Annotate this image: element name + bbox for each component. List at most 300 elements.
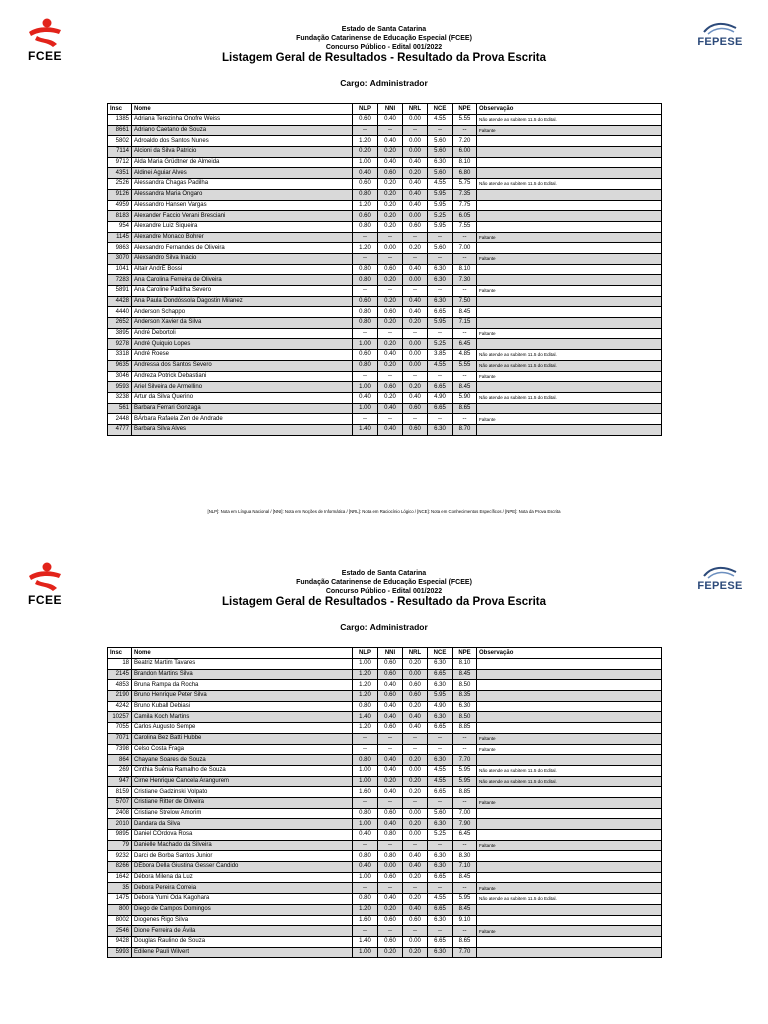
cell-insc: 4777 — [108, 424, 132, 435]
cell-npe: 5.90 — [453, 392, 477, 403]
cell-nni: 0.40 — [378, 765, 403, 776]
cell-nni: 0.20 — [378, 221, 403, 232]
cell-insc: 800 — [108, 904, 132, 915]
cell-nrl: 0.40 — [403, 296, 428, 307]
table-row — [108, 232, 662, 243]
cell-nni: -- — [378, 733, 403, 744]
cell-nlp: 0.60 — [353, 296, 378, 307]
table-row — [108, 147, 662, 158]
cell-nni: 0.60 — [378, 915, 403, 926]
cell-nce: -- — [428, 253, 453, 264]
cell-nni: -- — [378, 286, 403, 297]
cell-nome: Alessandra Maria Ongaro — [132, 189, 353, 200]
cell-insc: 9635 — [108, 360, 132, 371]
table-row — [108, 189, 662, 200]
cell-nce: 5.60 — [428, 136, 453, 147]
cell-nrl: 0.40 — [403, 264, 428, 275]
cell-npe: 8.50 — [453, 712, 477, 723]
cell-insc: 2448 — [108, 414, 132, 425]
column-header-nome: Nome — [132, 104, 353, 115]
cell-observacao — [477, 712, 662, 723]
cell-npe: 8.30 — [453, 851, 477, 862]
cell-nlp: 1.00 — [353, 339, 378, 350]
cell-npe: 7.15 — [453, 318, 477, 329]
table-row — [108, 211, 662, 222]
cell-nome: Alexandre Luiz Siqueira — [132, 221, 353, 232]
cell-nrl: -- — [403, 371, 428, 382]
cell-observacao — [477, 830, 662, 841]
cell-observacao — [477, 339, 662, 350]
cell-nome: Adriana Terezinha Onofre Weiss — [132, 115, 353, 126]
cell-nrl: 0.20 — [403, 872, 428, 883]
cell-nni: 0.20 — [378, 296, 403, 307]
cell-nrl: 0.00 — [403, 115, 428, 126]
cell-nce: -- — [428, 328, 453, 339]
cell-nome: Alessandro Hansen Vargas — [132, 200, 353, 211]
cell-nni: -- — [378, 371, 403, 382]
cell-insc: 7283 — [108, 275, 132, 286]
cell-insc: 18 — [108, 659, 132, 670]
cell-nni: 0.40 — [378, 115, 403, 126]
cell-nce: 4.55 — [428, 894, 453, 905]
cell-nrl: 0.00 — [403, 350, 428, 361]
cell-nce: -- — [428, 926, 453, 937]
cell-nrl: -- — [403, 733, 428, 744]
cell-nlp: 0.80 — [353, 894, 378, 905]
cell-insc: 1145 — [108, 232, 132, 243]
cell-nome: Darci de Borba Santos Junior — [132, 851, 353, 862]
cell-nni: 0.20 — [378, 339, 403, 350]
cell-insc: 2190 — [108, 691, 132, 702]
cell-npe: 8.85 — [453, 787, 477, 798]
cell-nlp: -- — [353, 744, 378, 755]
cell-npe: -- — [453, 797, 477, 808]
footnote: [NLP]: Nota em Língua Nacional / [NNI]: Nota em Noções de Informática / [NRL]: Nota em Raciocínio Lógico / [NCE]: Nota em Conhecimentos Específicos / [NPE]: Nota da Prova Escrita — [207, 509, 561, 514]
cell-nce: 4.55 — [428, 179, 453, 190]
cell-insc: 2546 — [108, 926, 132, 937]
cell-nlp: 1.20 — [353, 904, 378, 915]
cell-observacao: Faltante — [477, 926, 662, 937]
contest-line: Concurso Público - Edital 001/2022 — [325, 44, 443, 51]
cell-nrl: 0.60 — [403, 680, 428, 691]
cell-nni: -- — [378, 926, 403, 937]
cell-nce: 6.30 — [428, 157, 453, 168]
cell-npe: 8.35 — [453, 691, 477, 702]
cell-nrl: 0.20 — [403, 787, 428, 798]
cell-npe: 6.00 — [453, 147, 477, 158]
cell-observacao — [477, 221, 662, 232]
cell-nlp: -- — [353, 253, 378, 264]
cell-nome: Celso Costa Fraga — [132, 744, 353, 755]
cell-npe: 5.95 — [453, 894, 477, 905]
table-row — [108, 819, 662, 830]
cell-nni: -- — [378, 328, 403, 339]
cell-observacao: Não atende ao subitem 11.5 do Edital. — [477, 360, 662, 371]
cell-nlp: 1.20 — [353, 723, 378, 734]
cell-insc: 9278 — [108, 339, 132, 350]
cell-insc: 8002 — [108, 915, 132, 926]
cell-nni: 0.60 — [378, 723, 403, 734]
cell-nrl: 0.40 — [403, 200, 428, 211]
table-row — [108, 926, 662, 937]
cell-nce: 3.85 — [428, 350, 453, 361]
cell-nni: 0.60 — [378, 659, 403, 670]
table-row — [108, 776, 662, 787]
cell-nlp: 0.80 — [353, 701, 378, 712]
cell-nni: 0.60 — [378, 936, 403, 947]
cell-nrl: 0.40 — [403, 851, 428, 862]
cell-nome: BÁrbara Rafaela Zen de Andrade — [132, 414, 353, 425]
cell-insc: 3895 — [108, 328, 132, 339]
cell-npe: 6.30 — [453, 701, 477, 712]
cell-nome: Andreza Potrick Debastiani — [132, 371, 353, 382]
cell-nce: 6.65 — [428, 382, 453, 393]
cell-npe: 6.45 — [453, 830, 477, 841]
cell-observacao: Não atende ao subitem 11.5 do Edital. — [477, 179, 662, 190]
cell-insc: 9428 — [108, 936, 132, 947]
table-row — [108, 904, 662, 915]
cell-npe: 6.45 — [453, 339, 477, 350]
cell-nrl: -- — [403, 125, 428, 136]
cell-nni: 0.20 — [378, 947, 403, 958]
cell-observacao — [477, 659, 662, 670]
cell-observacao: Faltante — [477, 733, 662, 744]
cell-nome: Brandon Martins Silva — [132, 669, 353, 680]
cell-insc: 2010 — [108, 819, 132, 830]
cell-nome: Cinthia Suênia Ramalho de Souza — [132, 765, 353, 776]
cell-nrl: 0.00 — [403, 830, 428, 841]
document-header — [0, 25, 768, 88]
cell-insc: 1475 — [108, 894, 132, 905]
cell-nome: Barbara Ferrari Gonzaga — [132, 403, 353, 414]
cell-npe: 6.05 — [453, 211, 477, 222]
column-header-nni: NNI — [378, 648, 403, 659]
cell-nrl: -- — [403, 414, 428, 425]
cell-nlp: 0.60 — [353, 115, 378, 126]
table-row — [108, 797, 662, 808]
cell-nce: 5.25 — [428, 830, 453, 841]
cell-nce: 6.30 — [428, 851, 453, 862]
cell-nrl: 0.00 — [403, 136, 428, 147]
cell-nlp: 0.60 — [353, 211, 378, 222]
cell-nni: 0.40 — [378, 894, 403, 905]
cell-nrl: 0.20 — [403, 755, 428, 766]
cell-nce: 6.30 — [428, 915, 453, 926]
cell-observacao: Faltante — [477, 797, 662, 808]
cell-nlp: 1.40 — [353, 424, 378, 435]
table-row — [108, 659, 662, 670]
cell-nome: Adriano Caetano de Souza — [132, 125, 353, 136]
cell-nlp: 1.00 — [353, 403, 378, 414]
cell-observacao — [477, 382, 662, 393]
cell-npe: 7.20 — [453, 136, 477, 147]
cell-nni: 0.60 — [378, 808, 403, 819]
cell-npe: 9.10 — [453, 915, 477, 926]
cell-insc: 9712 — [108, 157, 132, 168]
cell-nni: 0.60 — [378, 382, 403, 393]
cell-nome: Daniel COrdova Rosa — [132, 830, 353, 841]
cell-observacao — [477, 701, 662, 712]
cargo-label: Cargo: Administrador — [340, 622, 428, 632]
cell-insc: 3046 — [108, 371, 132, 382]
fepese-logo-text: FEPESE — [697, 580, 743, 592]
column-header-npe: NPE — [453, 104, 477, 115]
table-row — [108, 808, 662, 819]
cell-nome: Chayane Soares de Souza — [132, 755, 353, 766]
cell-nrl: 0.40 — [403, 179, 428, 190]
cell-nrl: -- — [403, 797, 428, 808]
cell-observacao — [477, 318, 662, 329]
column-header-insc: Insc — [108, 104, 132, 115]
cell-nrl: 0.60 — [403, 691, 428, 702]
cell-observacao — [477, 296, 662, 307]
table-row — [108, 200, 662, 211]
cell-nlp: 1.00 — [353, 947, 378, 958]
table-row — [108, 168, 662, 179]
cell-npe: 7.30 — [453, 275, 477, 286]
cell-nrl: -- — [403, 253, 428, 264]
cell-nome: Alexandre Monaco Bohrer — [132, 232, 353, 243]
cell-nlp: 0.80 — [353, 360, 378, 371]
cell-nrl: 0.60 — [403, 915, 428, 926]
cell-npe: 7.10 — [453, 862, 477, 873]
table-row — [108, 382, 662, 393]
cell-nome: André Quiquio Lopes — [132, 339, 353, 350]
cell-nrl: 0.00 — [403, 275, 428, 286]
cell-nlp: 0.80 — [353, 808, 378, 819]
cell-insc: 9232 — [108, 851, 132, 862]
column-header-nlp: NLP — [353, 648, 378, 659]
cell-nome: Debora Pereira Correia — [132, 883, 353, 894]
cell-nni: 0.40 — [378, 680, 403, 691]
cell-nce: 6.30 — [428, 680, 453, 691]
cell-insc: 5891 — [108, 286, 132, 297]
cell-observacao: Não atende ao subitem 11.5 do Edital. — [477, 776, 662, 787]
cell-nome: Barbara Silva Alves — [132, 424, 353, 435]
cell-nome: Carlos Augusto Sempe — [132, 723, 353, 734]
cell-insc: 4440 — [108, 307, 132, 318]
cell-npe: 7.70 — [453, 947, 477, 958]
cell-nce: -- — [428, 414, 453, 425]
cell-nlp: 1.00 — [353, 659, 378, 670]
cell-npe: -- — [453, 414, 477, 425]
cell-insc: 4428 — [108, 296, 132, 307]
cell-nlp: 1.20 — [353, 680, 378, 691]
cell-nrl: -- — [403, 328, 428, 339]
cell-nome: Artur da Silva Querino — [132, 392, 353, 403]
table-row — [108, 787, 662, 798]
cell-npe: 8.10 — [453, 264, 477, 275]
cell-observacao — [477, 200, 662, 211]
cell-nlp: -- — [353, 414, 378, 425]
cell-nce: 5.25 — [428, 211, 453, 222]
cell-nce: -- — [428, 733, 453, 744]
cell-nce: 4.55 — [428, 776, 453, 787]
column-header-nome: Nome — [132, 648, 353, 659]
cell-nrl: 0.00 — [403, 360, 428, 371]
cell-observacao — [477, 851, 662, 862]
cell-observacao — [477, 307, 662, 318]
cell-insc: 269 — [108, 765, 132, 776]
table-header-row — [108, 104, 662, 115]
cell-npe: 5.55 — [453, 115, 477, 126]
cell-npe: -- — [453, 232, 477, 243]
table-row — [108, 275, 662, 286]
cell-nome: Alessandra Chagas Padilha — [132, 179, 353, 190]
cell-npe: 7.55 — [453, 221, 477, 232]
column-header-nce: NCE — [428, 104, 453, 115]
cell-nni: -- — [378, 125, 403, 136]
cell-nlp: 1.40 — [353, 936, 378, 947]
results-table-body — [108, 115, 662, 436]
cell-observacao — [477, 787, 662, 798]
cell-npe: 8.70 — [453, 424, 477, 435]
cell-nni: 0.20 — [378, 318, 403, 329]
table-row — [108, 392, 662, 403]
cell-nni: 0.00 — [378, 243, 403, 254]
cell-insc: 7071 — [108, 733, 132, 744]
cell-nni: 0.20 — [378, 179, 403, 190]
cell-nrl: -- — [403, 744, 428, 755]
cell-nlp: -- — [353, 371, 378, 382]
foundation-line: Fundação Catarinense de Educação Especial (FCEE) — [296, 579, 472, 586]
table-row — [108, 701, 662, 712]
cell-nome: André Debortoli — [132, 328, 353, 339]
column-header-nrl: NRL — [403, 104, 428, 115]
table-row — [108, 371, 662, 382]
cell-observacao: Faltante — [477, 253, 662, 264]
cell-insc: 10257 — [108, 712, 132, 723]
cell-nrl: 0.20 — [403, 776, 428, 787]
column-header-nlp: NLP — [353, 104, 378, 115]
cell-observacao: Faltante — [477, 328, 662, 339]
cell-npe: 5.75 — [453, 179, 477, 190]
cell-nlp: 1.00 — [353, 765, 378, 776]
cell-npe: 8.45 — [453, 872, 477, 883]
cell-nome: Diego de Campos Domingos — [132, 904, 353, 915]
cell-insc: 5802 — [108, 136, 132, 147]
cell-nce: 5.95 — [428, 200, 453, 211]
cell-nce: -- — [428, 797, 453, 808]
cell-nce: 6.65 — [428, 787, 453, 798]
cell-nni: 0.60 — [378, 691, 403, 702]
cell-insc: 947 — [108, 776, 132, 787]
document-title: Listagem Geral de Resultados - Resultado da Prova Escrita — [221, 52, 547, 64]
cell-nni: 0.40 — [378, 701, 403, 712]
cell-nlp: 1.60 — [353, 787, 378, 798]
cell-nome: Bruno Henrique Peter Silva — [132, 691, 353, 702]
cell-nome: Cirne Henrique Cancela Arangurem — [132, 776, 353, 787]
cell-nome: Cristiane Strelow Amorim — [132, 808, 353, 819]
cell-nni: -- — [378, 414, 403, 425]
cell-nrl: 0.20 — [403, 659, 428, 670]
cell-nni: 0.20 — [378, 275, 403, 286]
cell-npe: 8.45 — [453, 904, 477, 915]
cell-nce: 5.95 — [428, 318, 453, 329]
cell-nlp: 0.80 — [353, 851, 378, 862]
cell-nrl: 0.20 — [403, 819, 428, 830]
cell-observacao: Não atende ao subitem 11.5 do Edital. — [477, 115, 662, 126]
cell-nrl: 0.20 — [403, 894, 428, 905]
table-row — [108, 414, 662, 425]
cell-npe: 7.00 — [453, 808, 477, 819]
cell-nce: -- — [428, 232, 453, 243]
cell-nni: -- — [378, 253, 403, 264]
cell-observacao — [477, 691, 662, 702]
table-row — [108, 830, 662, 841]
fepese-logo-text: FEPESE — [697, 36, 743, 48]
cell-observacao — [477, 723, 662, 734]
table-row — [108, 115, 662, 126]
cell-insc: 35 — [108, 883, 132, 894]
cell-nni: 0.20 — [378, 147, 403, 158]
column-header-nrl: NRL — [403, 648, 428, 659]
cell-insc: 9126 — [108, 189, 132, 200]
cell-nce: 6.30 — [428, 819, 453, 830]
cell-npe: -- — [453, 286, 477, 297]
cell-nlp: -- — [353, 840, 378, 851]
cell-nome: Bruna Rampa da Rocha — [132, 680, 353, 691]
cell-nlp: 0.80 — [353, 264, 378, 275]
fcee-logo-text: FCEE — [27, 593, 62, 607]
table-row — [108, 936, 662, 947]
cell-nome: Alexsandro Fernandes de Oliveira — [132, 243, 353, 254]
cell-npe: 7.00 — [453, 243, 477, 254]
cell-observacao: Faltante — [477, 414, 662, 425]
cell-nni: 0.60 — [378, 872, 403, 883]
cell-nrl: 0.60 — [403, 221, 428, 232]
cell-observacao: Faltante — [477, 232, 662, 243]
table-row — [108, 765, 662, 776]
cell-insc: 2526 — [108, 179, 132, 190]
column-header-insc: Insc — [108, 648, 132, 659]
cell-nrl: 0.20 — [403, 243, 428, 254]
cell-nni: 0.20 — [378, 392, 403, 403]
cell-nni: 0.80 — [378, 851, 403, 862]
cell-npe: 8.50 — [453, 680, 477, 691]
cell-nni: -- — [378, 840, 403, 851]
cell-nrl: 0.00 — [403, 211, 428, 222]
cell-nome: Ana Paula Dondóssola Dagostin Milanez — [132, 296, 353, 307]
cell-nlp: 1.60 — [353, 915, 378, 926]
cargo-label: Cargo: Administrador — [340, 78, 428, 88]
cell-insc: 8183 — [108, 211, 132, 222]
cell-nce: 6.30 — [428, 862, 453, 873]
cell-nce: 6.30 — [428, 755, 453, 766]
table-row — [108, 403, 662, 414]
table-row — [108, 243, 662, 254]
table-row — [108, 350, 662, 361]
cell-nrl: 0.40 — [403, 157, 428, 168]
cell-insc: 3070 — [108, 253, 132, 264]
table-row — [108, 264, 662, 275]
cell-insc: 4242 — [108, 701, 132, 712]
table-row — [108, 915, 662, 926]
cell-nni: -- — [378, 232, 403, 243]
cell-nni: 0.40 — [378, 787, 403, 798]
table-row — [108, 318, 662, 329]
cell-nome: Ana Carolina Ferreira de Oliveira — [132, 275, 353, 286]
cell-nlp: 0.60 — [353, 179, 378, 190]
cell-npe: 8.65 — [453, 936, 477, 947]
cell-nlp: 0.40 — [353, 168, 378, 179]
cell-nlp: -- — [353, 232, 378, 243]
table-row — [108, 157, 662, 168]
cell-npe: 8.65 — [453, 403, 477, 414]
cell-observacao — [477, 275, 662, 286]
cell-nce: 6.65 — [428, 403, 453, 414]
cell-observacao — [477, 211, 662, 222]
